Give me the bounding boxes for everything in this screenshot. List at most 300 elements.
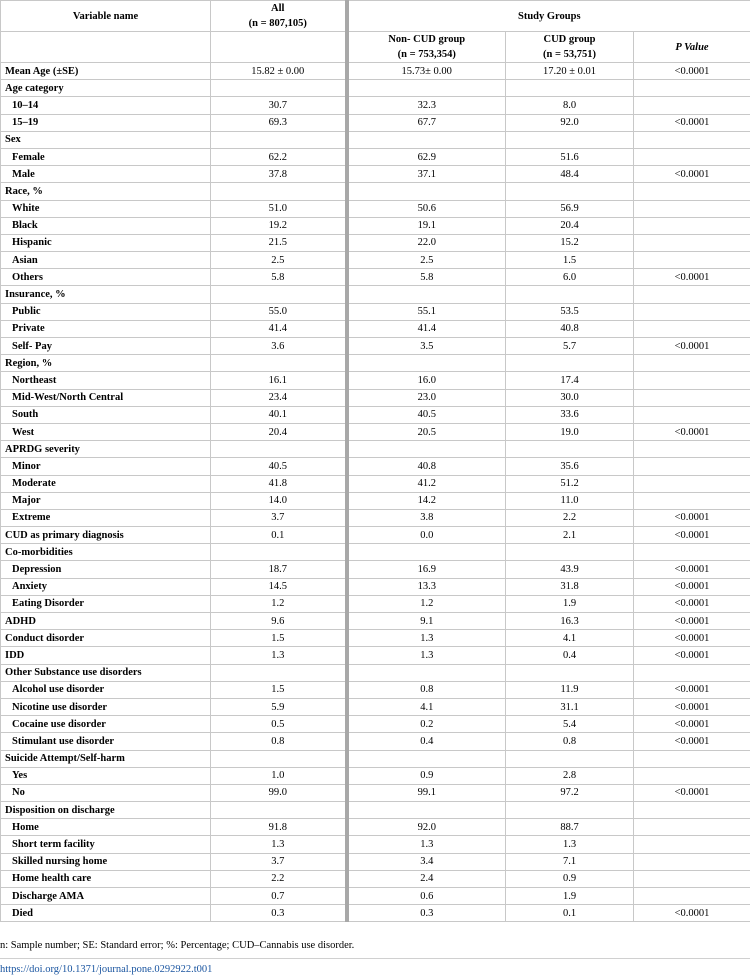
cell-all: 23.4 bbox=[211, 389, 347, 406]
cell-p-value: <0.0001 bbox=[634, 509, 750, 526]
table-row bbox=[1, 509, 750, 526]
table-row bbox=[1, 750, 750, 767]
cell-non-cud: 1.3 bbox=[347, 630, 506, 647]
cell-non-cud: 99.1 bbox=[347, 784, 506, 801]
cell-cud: 1.5 bbox=[506, 252, 634, 269]
cell-all: 0.5 bbox=[211, 716, 347, 733]
table-row bbox=[1, 423, 750, 440]
cell-all: 1.5 bbox=[211, 630, 347, 647]
cell-p-value: <0.0001 bbox=[634, 166, 750, 183]
row-label: Hispanic bbox=[1, 234, 211, 251]
table-row bbox=[1, 114, 750, 131]
cell-cud: 56.9 bbox=[506, 200, 634, 217]
cell-all bbox=[211, 441, 347, 458]
cell-p-value: <0.0001 bbox=[634, 613, 750, 630]
cell-p-value bbox=[634, 767, 750, 784]
table-row bbox=[1, 767, 750, 784]
table-row bbox=[1, 234, 750, 251]
row-label: Region, % bbox=[1, 355, 211, 372]
table-row bbox=[1, 853, 750, 870]
cell-p-value bbox=[634, 372, 750, 389]
row-label: Alcohol use disorder bbox=[1, 681, 211, 698]
cell-p-value: <0.0001 bbox=[634, 905, 750, 922]
cell-cud: 33.6 bbox=[506, 406, 634, 423]
cell-cud bbox=[506, 355, 634, 372]
cell-cud: 6.0 bbox=[506, 269, 634, 286]
row-label: Co-morbidities bbox=[1, 544, 211, 561]
cell-non-cud: 92.0 bbox=[347, 819, 506, 836]
row-label: Anxiety bbox=[1, 578, 211, 595]
cell-non-cud: 22.0 bbox=[347, 234, 506, 251]
row-label: Short term facility bbox=[1, 836, 211, 853]
cell-cud: 16.3 bbox=[506, 613, 634, 630]
cell-non-cud: 62.9 bbox=[347, 148, 506, 165]
cell-cud bbox=[506, 441, 634, 458]
cell-non-cud: 15.73± 0.00 bbox=[347, 63, 506, 80]
cell-p-value bbox=[634, 355, 750, 372]
table-subheader-row bbox=[1, 32, 750, 63]
table-row bbox=[1, 527, 750, 544]
cell-cud: 1.9 bbox=[506, 595, 634, 612]
cell-non-cud: 16.9 bbox=[347, 561, 506, 578]
table-row bbox=[1, 97, 750, 114]
cell-p-value: <0.0001 bbox=[634, 114, 750, 131]
cell-cud: 5.4 bbox=[506, 716, 634, 733]
cell-cud: 15.2 bbox=[506, 234, 634, 251]
table-footnote: n: Sample number; SE: Standard error; %: Percentage; CUD–Cannabis use disorder. bbox=[0, 940, 355, 951]
cell-p-value: <0.0001 bbox=[634, 716, 750, 733]
cell-cud: 1.9 bbox=[506, 888, 634, 905]
row-label: Discharge AMA bbox=[1, 888, 211, 905]
cell-p-value bbox=[634, 303, 750, 320]
row-label: White bbox=[1, 200, 211, 217]
row-label: Sex bbox=[1, 131, 211, 148]
cell-cud bbox=[506, 131, 634, 148]
row-label: Mid-West/North Central bbox=[1, 389, 211, 406]
cell-cud: 17.20 ± 0.01 bbox=[506, 63, 634, 80]
cell-all: 1.3 bbox=[211, 647, 347, 664]
cell-non-cud: 13.3 bbox=[347, 578, 506, 595]
cell-non-cud: 3.8 bbox=[347, 509, 506, 526]
row-label: Suicide Attempt/Self-harm bbox=[1, 750, 211, 767]
cell-cud: 7.1 bbox=[506, 853, 634, 870]
cell-p-value bbox=[634, 458, 750, 475]
cell-p-value bbox=[634, 234, 750, 251]
cell-p-value: <0.0001 bbox=[634, 647, 750, 664]
table-row bbox=[1, 389, 750, 406]
cell-cud: 5.7 bbox=[506, 338, 634, 355]
table-row bbox=[1, 664, 750, 681]
empty-cell bbox=[211, 32, 347, 63]
table-row bbox=[1, 131, 750, 148]
cell-cud bbox=[506, 183, 634, 200]
cell-p-value bbox=[634, 389, 750, 406]
header-non-cud-n: (n = 753,354) bbox=[397, 49, 456, 60]
table-row bbox=[1, 406, 750, 423]
cell-non-cud: 0.2 bbox=[347, 716, 506, 733]
cell-p-value bbox=[634, 441, 750, 458]
row-label: Major bbox=[1, 492, 211, 509]
cell-non-cud: 1.3 bbox=[347, 836, 506, 853]
header-all-label: All bbox=[271, 3, 285, 14]
cell-non-cud: 0.8 bbox=[347, 681, 506, 698]
cell-all: 18.7 bbox=[211, 561, 347, 578]
table-row bbox=[1, 870, 750, 887]
table-row bbox=[1, 355, 750, 372]
table-row bbox=[1, 784, 750, 801]
cell-p-value: <0.0001 bbox=[634, 784, 750, 801]
row-label: Eating Disorder bbox=[1, 595, 211, 612]
row-label: Insurance, % bbox=[1, 286, 211, 303]
cell-all: 1.0 bbox=[211, 767, 347, 784]
table-row bbox=[1, 166, 750, 183]
cell-p-value bbox=[634, 286, 750, 303]
row-label: Extreme bbox=[1, 509, 211, 526]
table-row bbox=[1, 716, 750, 733]
cell-non-cud bbox=[347, 355, 506, 372]
cell-all: 19.2 bbox=[211, 217, 347, 234]
cell-all: 21.5 bbox=[211, 234, 347, 251]
cell-all: 3.7 bbox=[211, 509, 347, 526]
cell-p-value: <0.0001 bbox=[634, 63, 750, 80]
divider bbox=[0, 958, 750, 959]
header-cud bbox=[506, 32, 634, 63]
cell-non-cud bbox=[347, 544, 506, 561]
row-label: Private bbox=[1, 320, 211, 337]
cell-cud: 11.9 bbox=[506, 681, 634, 698]
cell-all: 99.0 bbox=[211, 784, 347, 801]
cell-p-value: <0.0001 bbox=[634, 698, 750, 715]
table-row bbox=[1, 303, 750, 320]
cell-p-value: <0.0001 bbox=[634, 595, 750, 612]
table-row bbox=[1, 613, 750, 630]
cell-non-cud: 9.1 bbox=[347, 613, 506, 630]
cell-non-cud: 14.2 bbox=[347, 492, 506, 509]
cell-p-value bbox=[634, 664, 750, 681]
header-non-cud-label: Non- CUD group bbox=[388, 34, 466, 45]
cell-cud: 53.5 bbox=[506, 303, 634, 320]
doi-link[interactable]: https://doi.org/10.1371/journal.pone.0292922.t001 bbox=[0, 964, 213, 975]
row-label: Stimulant use disorder bbox=[1, 733, 211, 750]
cell-all: 0.7 bbox=[211, 888, 347, 905]
row-label: Black bbox=[1, 217, 211, 234]
header-variable-name: Variable name bbox=[1, 1, 211, 32]
cell-non-cud: 5.8 bbox=[347, 269, 506, 286]
cell-non-cud: 0.4 bbox=[347, 733, 506, 750]
cell-cud: 1.3 bbox=[506, 836, 634, 853]
cell-p-value bbox=[634, 750, 750, 767]
row-label: Depression bbox=[1, 561, 211, 578]
row-label: Moderate bbox=[1, 475, 211, 492]
table-row bbox=[1, 836, 750, 853]
cell-cud: 19.0 bbox=[506, 423, 634, 440]
cell-cud: 4.1 bbox=[506, 630, 634, 647]
cell-cud: 92.0 bbox=[506, 114, 634, 131]
header-all bbox=[211, 1, 347, 32]
cell-p-value: <0.0001 bbox=[634, 630, 750, 647]
row-label: Disposition on discharge bbox=[1, 802, 211, 819]
cell-p-value bbox=[634, 80, 750, 97]
table-row bbox=[1, 681, 750, 698]
row-label: West bbox=[1, 423, 211, 440]
cell-non-cud: 41.4 bbox=[347, 320, 506, 337]
cell-non-cud: 41.2 bbox=[347, 475, 506, 492]
cell-non-cud: 32.3 bbox=[347, 97, 506, 114]
table-row bbox=[1, 544, 750, 561]
cell-non-cud: 3.4 bbox=[347, 853, 506, 870]
row-label: ADHD bbox=[1, 613, 211, 630]
cell-p-value bbox=[634, 819, 750, 836]
cell-all: 1.2 bbox=[211, 595, 347, 612]
cell-cud bbox=[506, 286, 634, 303]
cell-cud: 51.6 bbox=[506, 148, 634, 165]
cell-non-cud: 3.5 bbox=[347, 338, 506, 355]
cell-p-value: <0.0001 bbox=[634, 269, 750, 286]
table-body bbox=[1, 63, 750, 922]
cell-cud: 2.2 bbox=[506, 509, 634, 526]
cell-non-cud: 0.0 bbox=[347, 527, 506, 544]
cell-p-value bbox=[634, 131, 750, 148]
cell-non-cud bbox=[347, 750, 506, 767]
row-label: Conduct disorder bbox=[1, 630, 211, 647]
cell-p-value bbox=[634, 475, 750, 492]
cell-all: 3.6 bbox=[211, 338, 347, 355]
cell-non-cud: 1.3 bbox=[347, 647, 506, 664]
cell-p-value bbox=[634, 200, 750, 217]
cell-non-cud: 19.1 bbox=[347, 217, 506, 234]
table-row bbox=[1, 630, 750, 647]
row-label: 15–19 bbox=[1, 114, 211, 131]
cell-p-value bbox=[634, 97, 750, 114]
cell-cud: 97.2 bbox=[506, 784, 634, 801]
cell-non-cud bbox=[347, 131, 506, 148]
cell-non-cud: 0.3 bbox=[347, 905, 506, 922]
cell-non-cud: 4.1 bbox=[347, 698, 506, 715]
cell-all: 0.3 bbox=[211, 905, 347, 922]
table-row bbox=[1, 819, 750, 836]
cell-all: 15.82 ± 0.00 bbox=[211, 63, 347, 80]
cell-all: 40.1 bbox=[211, 406, 347, 423]
table-row bbox=[1, 905, 750, 922]
cell-all: 0.1 bbox=[211, 527, 347, 544]
row-label: Skilled nursing home bbox=[1, 853, 211, 870]
cell-all: 41.4 bbox=[211, 320, 347, 337]
cell-cud: 2.8 bbox=[506, 767, 634, 784]
cell-non-cud: 1.2 bbox=[347, 595, 506, 612]
table-row bbox=[1, 733, 750, 750]
row-label: CUD as primary diagnosis bbox=[1, 527, 211, 544]
cell-non-cud bbox=[347, 286, 506, 303]
table-row bbox=[1, 458, 750, 475]
table-row bbox=[1, 80, 750, 97]
table-row bbox=[1, 802, 750, 819]
header-p-value: P Value bbox=[634, 32, 750, 63]
cell-all: 91.8 bbox=[211, 819, 347, 836]
cell-cud bbox=[506, 802, 634, 819]
cell-all: 40.5 bbox=[211, 458, 347, 475]
table-row bbox=[1, 183, 750, 200]
cell-cud: 43.9 bbox=[506, 561, 634, 578]
cell-non-cud: 2.5 bbox=[347, 252, 506, 269]
cell-cud: 0.1 bbox=[506, 905, 634, 922]
cell-non-cud bbox=[347, 183, 506, 200]
cell-all: 16.1 bbox=[211, 372, 347, 389]
cell-all: 20.4 bbox=[211, 423, 347, 440]
cell-p-value: <0.0001 bbox=[634, 578, 750, 595]
cell-p-value bbox=[634, 320, 750, 337]
row-label: No bbox=[1, 784, 211, 801]
cell-cud: 35.6 bbox=[506, 458, 634, 475]
row-label: Mean Age (±SE) bbox=[1, 63, 211, 80]
table-row bbox=[1, 698, 750, 715]
table-row bbox=[1, 475, 750, 492]
cell-cud: 31.1 bbox=[506, 698, 634, 715]
cell-p-value: <0.0001 bbox=[634, 527, 750, 544]
table-row bbox=[1, 561, 750, 578]
cell-all: 0.8 bbox=[211, 733, 347, 750]
cell-cud: 2.1 bbox=[506, 527, 634, 544]
row-label: APRDG severity bbox=[1, 441, 211, 458]
cell-p-value: <0.0001 bbox=[634, 681, 750, 698]
cell-cud: 48.4 bbox=[506, 166, 634, 183]
row-label: Nicotine use disorder bbox=[1, 698, 211, 715]
cell-p-value bbox=[634, 217, 750, 234]
cell-all: 30.7 bbox=[211, 97, 347, 114]
header-cud-label: CUD group bbox=[543, 34, 596, 45]
cell-cud: 51.2 bbox=[506, 475, 634, 492]
cell-all bbox=[211, 664, 347, 681]
cell-p-value bbox=[634, 148, 750, 165]
cell-all: 51.0 bbox=[211, 200, 347, 217]
cell-all: 5.8 bbox=[211, 269, 347, 286]
cell-all: 37.8 bbox=[211, 166, 347, 183]
table-row bbox=[1, 441, 750, 458]
cell-p-value bbox=[634, 802, 750, 819]
cell-non-cud: 20.5 bbox=[347, 423, 506, 440]
row-label: 10–14 bbox=[1, 97, 211, 114]
cell-all: 3.7 bbox=[211, 853, 347, 870]
row-label: Race, % bbox=[1, 183, 211, 200]
cell-cud: 40.8 bbox=[506, 320, 634, 337]
cell-all bbox=[211, 131, 347, 148]
cell-cud: 0.8 bbox=[506, 733, 634, 750]
cell-all bbox=[211, 80, 347, 97]
cell-cud: 31.8 bbox=[506, 578, 634, 595]
cell-p-value: <0.0001 bbox=[634, 338, 750, 355]
cell-all: 1.5 bbox=[211, 681, 347, 698]
header-study-groups: Study Groups bbox=[347, 1, 750, 32]
cell-all: 41.8 bbox=[211, 475, 347, 492]
table-row bbox=[1, 217, 750, 234]
cell-p-value: <0.0001 bbox=[634, 561, 750, 578]
cell-cud bbox=[506, 750, 634, 767]
row-label: Self- Pay bbox=[1, 338, 211, 355]
cell-all: 55.0 bbox=[211, 303, 347, 320]
row-label: Asian bbox=[1, 252, 211, 269]
cell-non-cud bbox=[347, 802, 506, 819]
cell-all: 14.5 bbox=[211, 578, 347, 595]
cell-cud: 0.9 bbox=[506, 870, 634, 887]
cell-all: 62.2 bbox=[211, 148, 347, 165]
cell-non-cud: 50.6 bbox=[347, 200, 506, 217]
cell-cud: 11.0 bbox=[506, 492, 634, 509]
table-row bbox=[1, 888, 750, 905]
cell-cud: 8.0 bbox=[506, 97, 634, 114]
cell-cud bbox=[506, 80, 634, 97]
cell-p-value: <0.0001 bbox=[634, 423, 750, 440]
cell-all: 9.6 bbox=[211, 613, 347, 630]
cell-p-value bbox=[634, 406, 750, 423]
cell-p-value bbox=[634, 252, 750, 269]
cell-all bbox=[211, 355, 347, 372]
cell-all bbox=[211, 544, 347, 561]
cell-non-cud bbox=[347, 80, 506, 97]
cell-cud bbox=[506, 664, 634, 681]
table-row bbox=[1, 269, 750, 286]
cell-all bbox=[211, 286, 347, 303]
empty-cell bbox=[1, 32, 211, 63]
cell-p-value bbox=[634, 870, 750, 887]
table-row bbox=[1, 320, 750, 337]
row-label: Home health care bbox=[1, 870, 211, 887]
cell-non-cud: 40.5 bbox=[347, 406, 506, 423]
row-label: Yes bbox=[1, 767, 211, 784]
row-label: Female bbox=[1, 148, 211, 165]
table-row bbox=[1, 200, 750, 217]
cell-non-cud: 37.1 bbox=[347, 166, 506, 183]
cell-all: 2.2 bbox=[211, 870, 347, 887]
cell-cud bbox=[506, 544, 634, 561]
header-cud-n: (n = 53,751) bbox=[543, 49, 596, 60]
table-row bbox=[1, 252, 750, 269]
cell-p-value bbox=[634, 888, 750, 905]
cell-all bbox=[211, 183, 347, 200]
row-label: IDD bbox=[1, 647, 211, 664]
cell-all: 1.3 bbox=[211, 836, 347, 853]
row-label: Northeast bbox=[1, 372, 211, 389]
cell-non-cud: 55.1 bbox=[347, 303, 506, 320]
row-label: Public bbox=[1, 303, 211, 320]
cell-all bbox=[211, 802, 347, 819]
table-row bbox=[1, 492, 750, 509]
table-row bbox=[1, 372, 750, 389]
row-label: Age category bbox=[1, 80, 211, 97]
row-label: Home bbox=[1, 819, 211, 836]
cell-p-value bbox=[634, 836, 750, 853]
cell-non-cud: 0.9 bbox=[347, 767, 506, 784]
cell-all bbox=[211, 750, 347, 767]
cell-p-value bbox=[634, 183, 750, 200]
cell-all: 2.5 bbox=[211, 252, 347, 269]
cell-non-cud: 16.0 bbox=[347, 372, 506, 389]
header-non-cud bbox=[347, 32, 506, 63]
row-label: Cocaine use disorder bbox=[1, 716, 211, 733]
cell-cud: 20.4 bbox=[506, 217, 634, 234]
table-row bbox=[1, 148, 750, 165]
table-row bbox=[1, 647, 750, 664]
cell-p-value bbox=[634, 544, 750, 561]
cell-p-value: <0.0001 bbox=[634, 733, 750, 750]
row-label: Male bbox=[1, 166, 211, 183]
row-label: South bbox=[1, 406, 211, 423]
cell-cud: 17.4 bbox=[506, 372, 634, 389]
cell-p-value bbox=[634, 853, 750, 870]
row-label: Died bbox=[1, 905, 211, 922]
table-row bbox=[1, 338, 750, 355]
cell-p-value bbox=[634, 492, 750, 509]
cell-non-cud: 67.7 bbox=[347, 114, 506, 131]
cell-non-cud bbox=[347, 664, 506, 681]
